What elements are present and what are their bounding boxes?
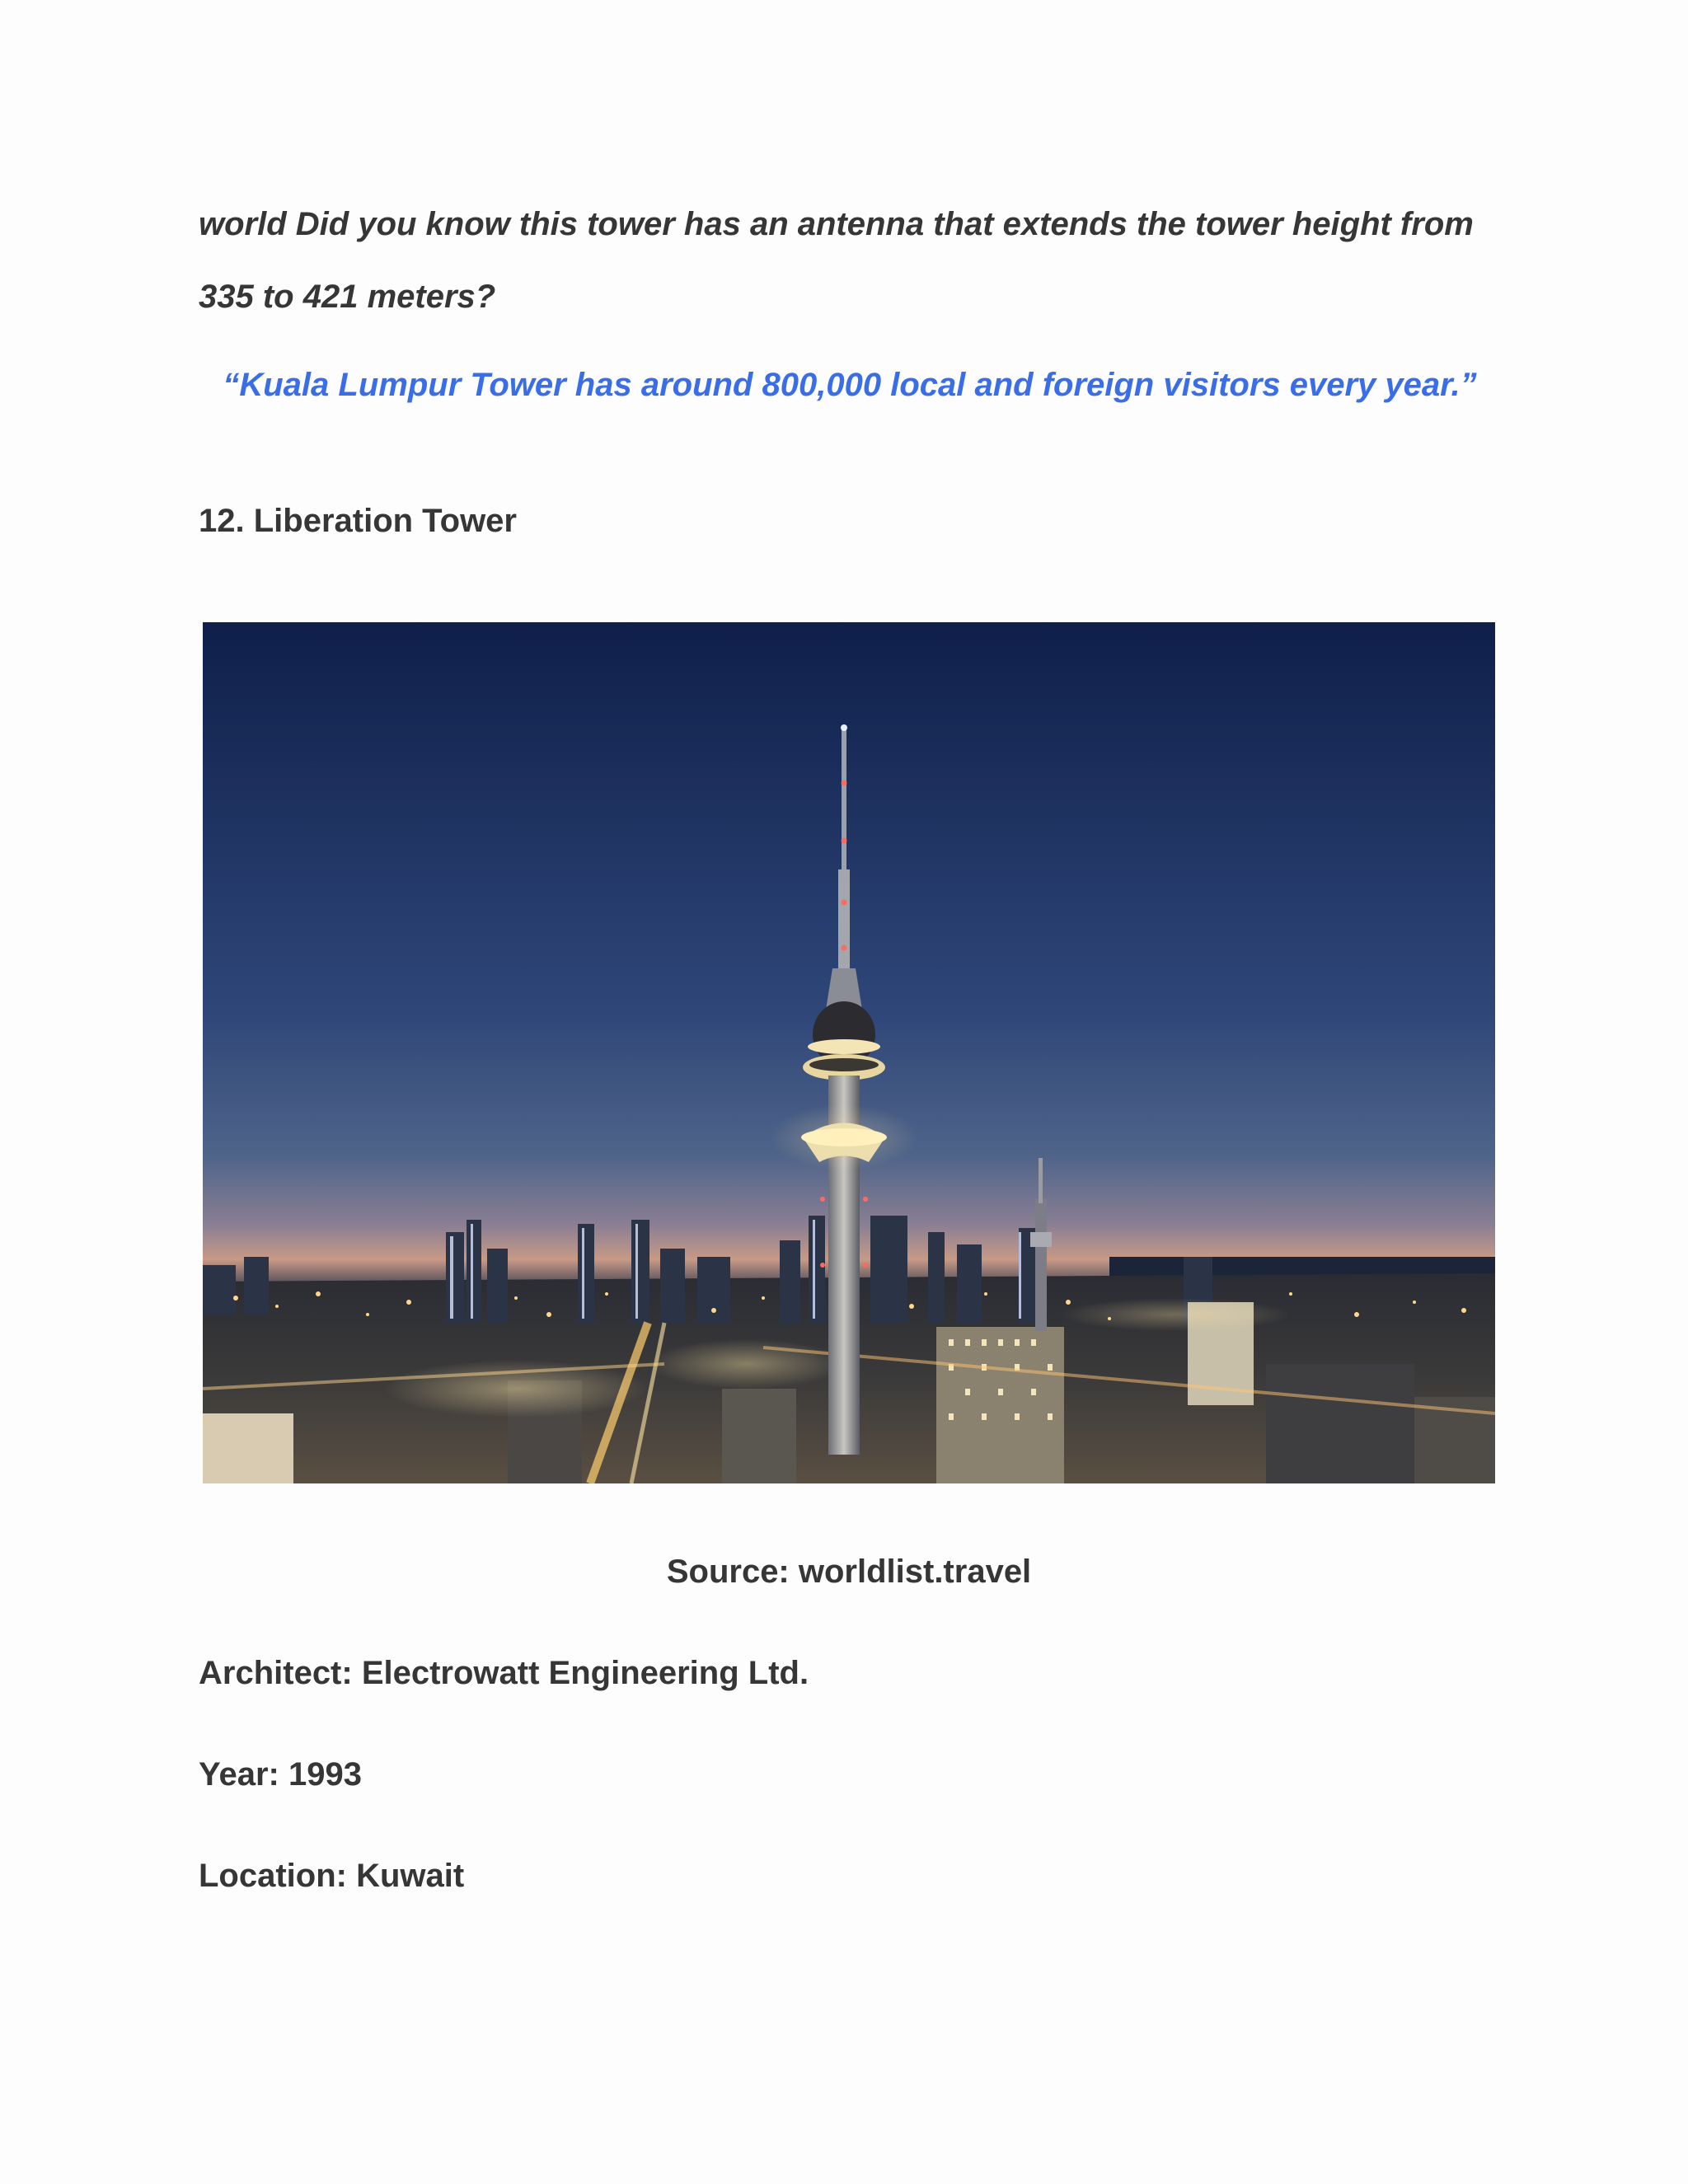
fact-year: Year: 1993 [199,1756,362,1793]
fact-architect: Architect: Electrowatt Engineering Ltd. [199,1655,809,1691]
pull-quote: “Kuala Lumpur Tower has around 800,000 local and foreign visitors every year.” [223,367,1477,403]
photo-caption: Source: worldlist.travel [666,1554,1032,1590]
tower-photo [203,622,1495,1483]
fact-location: Location: Kuwait [199,1858,465,1894]
intro-paragraph: world Did you know this tower has an antenna that extends the tower height from 335 to 421 meters? [199,206,1474,315]
section-heading: 12. Liberation Tower [199,503,517,539]
